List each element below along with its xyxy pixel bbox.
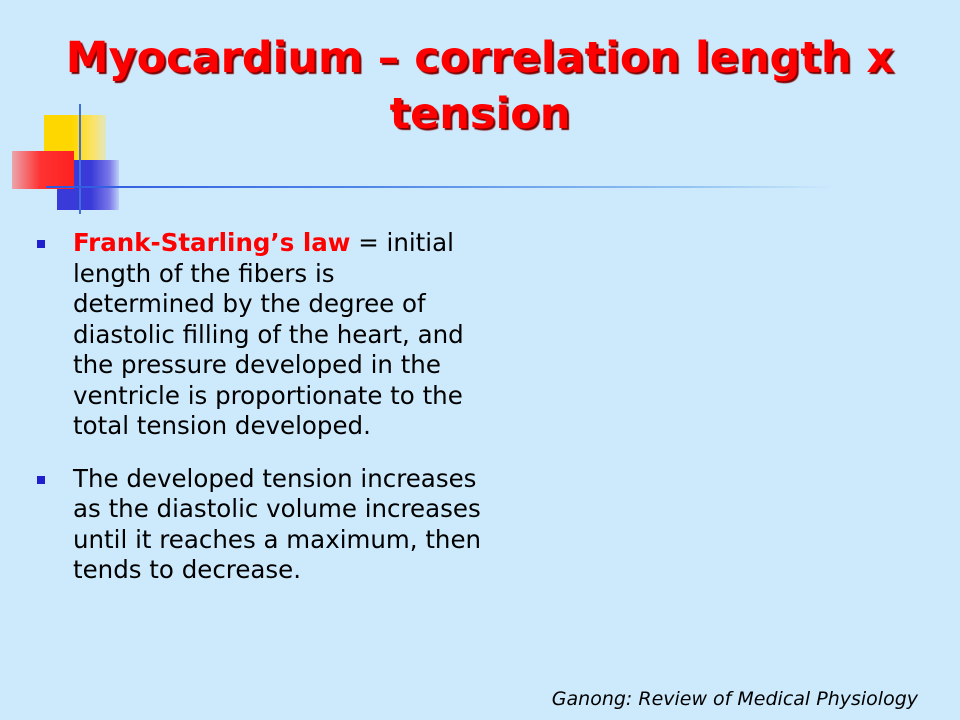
bullet-square-icon xyxy=(37,240,45,248)
citation: Ganong: Review of Medical Physiology xyxy=(551,688,918,710)
bullet-item-frank-starling xyxy=(32,228,482,442)
bullet-text: The developed tension increases as the diastolic volume increases until it reaches a maximum, then tends to decrease. xyxy=(73,463,482,584)
decorative-red-square xyxy=(12,151,74,189)
decorative-horizontal-line xyxy=(46,186,836,188)
bullet-text: = initial length of the fibers is determined by the degree of diastolic filling of the heart, and the pressure developed in the ventricle is proportionate to the total tension developed. xyxy=(73,228,464,440)
slide-title-line-1: Myocardium – correlation length x xyxy=(65,33,895,83)
bullet-item-developed-tension xyxy=(32,464,482,586)
bullet-list xyxy=(32,228,482,608)
slide-title xyxy=(10,30,950,142)
frank-starling-law-term: Frank-Starling’s law xyxy=(73,228,351,257)
bullet-square-icon xyxy=(37,476,45,484)
slide-title-line-2: tension xyxy=(389,89,571,139)
